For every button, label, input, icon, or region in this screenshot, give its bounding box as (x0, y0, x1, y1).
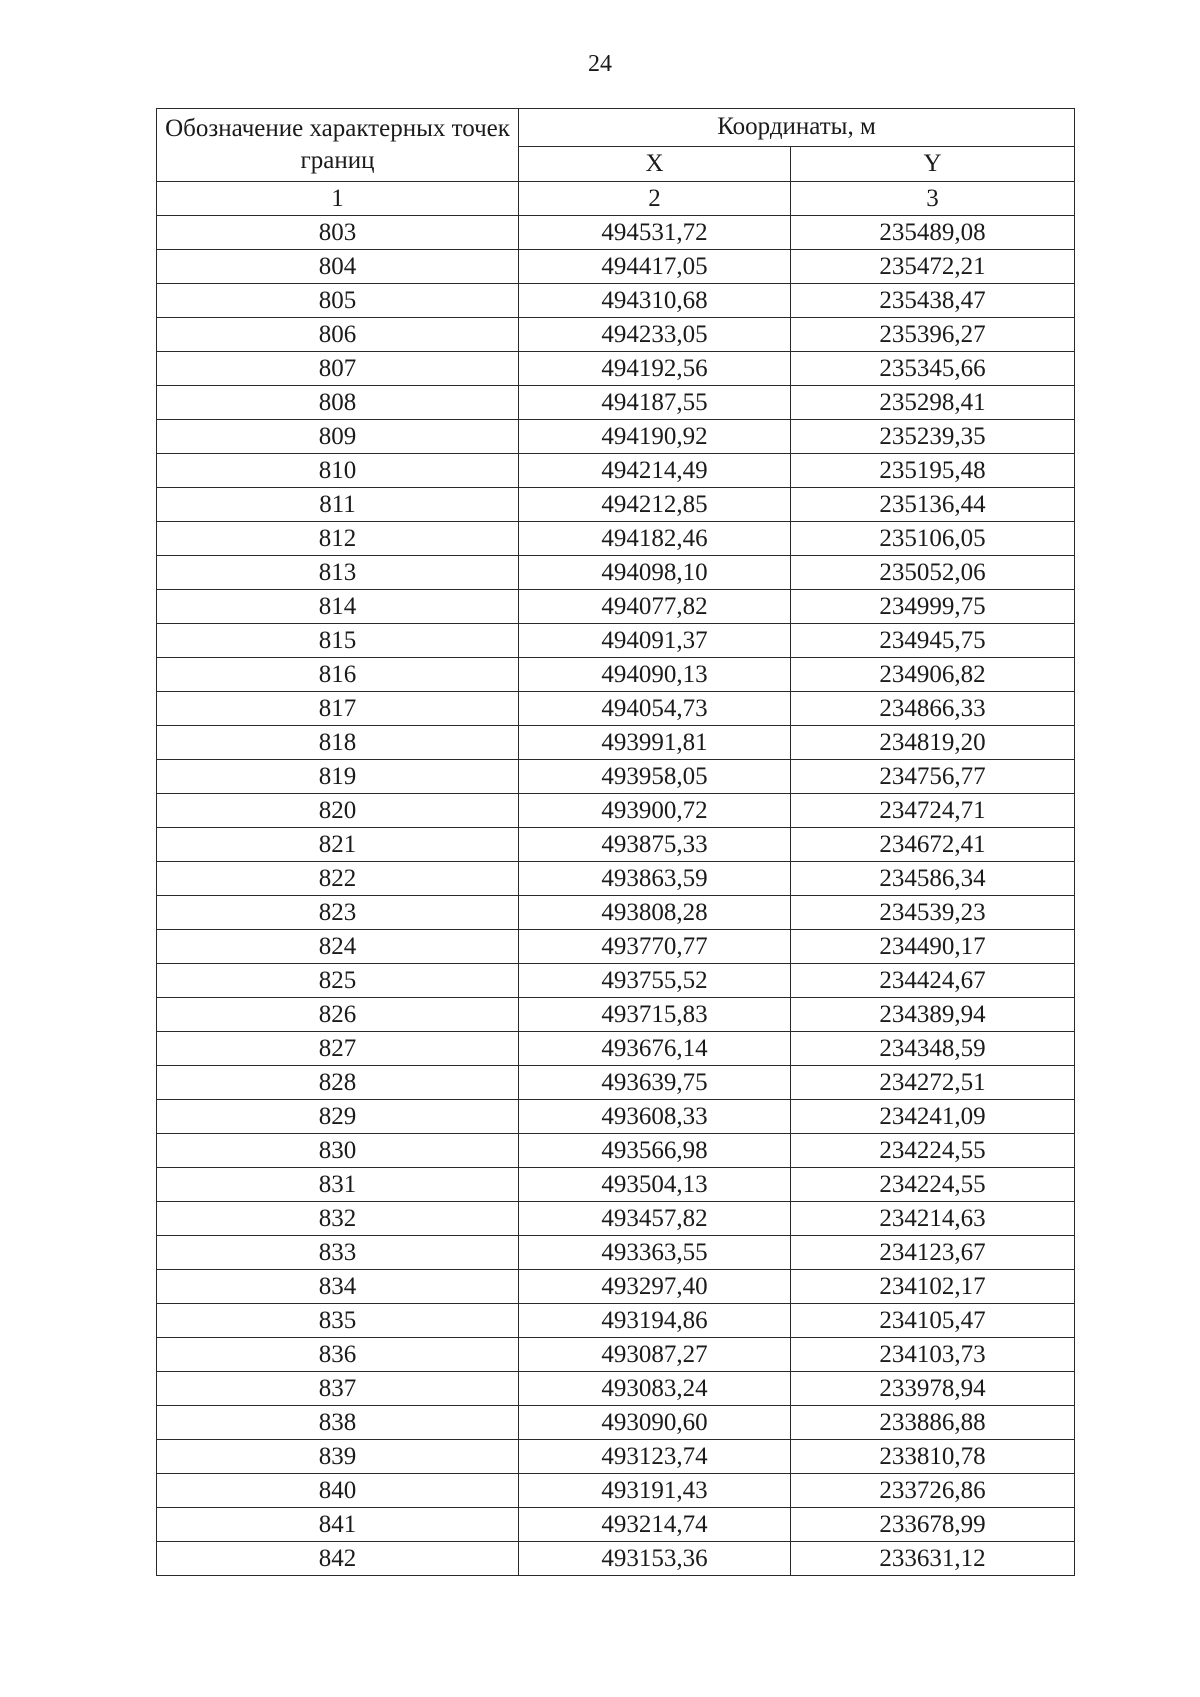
y-coordinate-cell: 234103,73 (791, 1338, 1075, 1372)
x-coordinate-cell: 493875,33 (519, 828, 791, 862)
point-cell: 841 (157, 1508, 519, 1542)
x-coordinate-cell: 494098,10 (519, 556, 791, 590)
point-cell: 834 (157, 1270, 519, 1304)
y-coordinate-cell: 235489,08 (791, 216, 1075, 250)
x-coordinate-cell: 494531,72 (519, 216, 791, 250)
table-row (157, 1202, 1075, 1236)
point-cell: 827 (157, 1032, 519, 1066)
table-row (157, 828, 1075, 862)
y-coordinate-cell: 233810,78 (791, 1440, 1075, 1474)
y-coordinate-cell: 234756,77 (791, 760, 1075, 794)
point-cell: 820 (157, 794, 519, 828)
table-row (157, 1236, 1075, 1270)
x-coordinate-cell: 493297,40 (519, 1270, 791, 1304)
header-coordinates: Координаты, м (519, 109, 1075, 147)
y-coordinate-cell: 233726,86 (791, 1474, 1075, 1508)
table-row (157, 930, 1075, 964)
point-cell: 838 (157, 1406, 519, 1440)
table-row (157, 556, 1075, 590)
point-cell: 826 (157, 998, 519, 1032)
header-y: Y (791, 146, 1075, 182)
x-coordinate-cell: 493194,86 (519, 1304, 791, 1338)
point-cell: 813 (157, 556, 519, 590)
table-row (157, 1304, 1075, 1338)
point-cell: 835 (157, 1304, 519, 1338)
table-row (157, 318, 1075, 352)
x-coordinate-cell: 494233,05 (519, 318, 791, 352)
column-number: 2 (519, 182, 791, 216)
x-coordinate-cell: 494190,92 (519, 420, 791, 454)
x-coordinate-cell: 493900,72 (519, 794, 791, 828)
point-cell: 819 (157, 760, 519, 794)
table-row (157, 998, 1075, 1032)
coordinates-table-container (156, 108, 1074, 1576)
y-coordinate-cell: 234906,82 (791, 658, 1075, 692)
y-coordinate-cell: 234272,51 (791, 1066, 1075, 1100)
table-row (157, 488, 1075, 522)
table-row (157, 1168, 1075, 1202)
point-cell: 809 (157, 420, 519, 454)
point-cell: 815 (157, 624, 519, 658)
table-row (157, 624, 1075, 658)
point-cell: 817 (157, 692, 519, 726)
y-coordinate-cell: 235438,47 (791, 284, 1075, 318)
table-row (157, 420, 1075, 454)
y-coordinate-cell: 233886,88 (791, 1406, 1075, 1440)
table-row (157, 216, 1075, 250)
y-coordinate-cell: 235136,44 (791, 488, 1075, 522)
point-cell: 807 (157, 352, 519, 386)
table-row (157, 1508, 1075, 1542)
x-coordinate-cell: 493608,33 (519, 1100, 791, 1134)
table-row (157, 386, 1075, 420)
point-cell: 816 (157, 658, 519, 692)
point-cell: 831 (157, 1168, 519, 1202)
point-cell: 805 (157, 284, 519, 318)
y-coordinate-cell: 235298,41 (791, 386, 1075, 420)
point-cell: 818 (157, 726, 519, 760)
table-row (157, 896, 1075, 930)
table-row (157, 1066, 1075, 1100)
column-number: 3 (791, 182, 1075, 216)
point-cell: 829 (157, 1100, 519, 1134)
point-cell: 806 (157, 318, 519, 352)
point-cell: 840 (157, 1474, 519, 1508)
y-coordinate-cell: 233678,99 (791, 1508, 1075, 1542)
y-coordinate-cell: 235396,27 (791, 318, 1075, 352)
x-coordinate-cell: 493123,74 (519, 1440, 791, 1474)
table-row (157, 1032, 1075, 1066)
table-row (157, 1100, 1075, 1134)
table-row (157, 760, 1075, 794)
y-coordinate-cell: 234724,71 (791, 794, 1075, 828)
point-cell: 833 (157, 1236, 519, 1270)
table-row (157, 794, 1075, 828)
x-coordinate-cell: 493214,74 (519, 1508, 791, 1542)
table-row (157, 1542, 1075, 1576)
point-cell: 828 (157, 1066, 519, 1100)
x-coordinate-cell: 493755,52 (519, 964, 791, 998)
y-coordinate-cell: 234241,09 (791, 1100, 1075, 1134)
x-coordinate-cell: 493808,28 (519, 896, 791, 930)
x-coordinate-cell: 493083,24 (519, 1372, 791, 1406)
x-coordinate-cell: 493363,55 (519, 1236, 791, 1270)
x-coordinate-cell: 493863,59 (519, 862, 791, 896)
point-cell: 837 (157, 1372, 519, 1406)
table-row (157, 1440, 1075, 1474)
point-cell: 825 (157, 964, 519, 998)
x-coordinate-cell: 494212,85 (519, 488, 791, 522)
point-cell: 823 (157, 896, 519, 930)
table-body (157, 216, 1075, 1576)
x-coordinate-cell: 494187,55 (519, 386, 791, 420)
y-coordinate-cell: 235106,05 (791, 522, 1075, 556)
column-number: 1 (157, 182, 519, 216)
y-coordinate-cell: 233978,94 (791, 1372, 1075, 1406)
point-cell: 842 (157, 1542, 519, 1576)
y-coordinate-cell: 234224,55 (791, 1168, 1075, 1202)
y-coordinate-cell: 234224,55 (791, 1134, 1075, 1168)
point-cell: 822 (157, 862, 519, 896)
x-coordinate-cell: 493504,13 (519, 1168, 791, 1202)
x-coordinate-cell: 494182,46 (519, 522, 791, 556)
x-coordinate-cell: 493676,14 (519, 1032, 791, 1066)
page-number: 24 (588, 51, 612, 77)
table-row (157, 658, 1075, 692)
point-cell: 821 (157, 828, 519, 862)
x-coordinate-cell: 494310,68 (519, 284, 791, 318)
x-coordinate-cell: 493191,43 (519, 1474, 791, 1508)
table-row (157, 1270, 1075, 1304)
x-coordinate-cell: 493770,77 (519, 930, 791, 964)
x-coordinate-cell: 493715,83 (519, 998, 791, 1032)
table-row (157, 964, 1075, 998)
coordinates-table (156, 108, 1075, 1576)
table-row (157, 284, 1075, 318)
y-coordinate-cell: 234586,34 (791, 862, 1075, 896)
point-cell: 836 (157, 1338, 519, 1372)
table-row (157, 726, 1075, 760)
y-coordinate-cell: 234348,59 (791, 1032, 1075, 1066)
table-row (157, 1372, 1075, 1406)
x-coordinate-cell: 494417,05 (519, 250, 791, 284)
x-coordinate-cell: 494090,13 (519, 658, 791, 692)
y-coordinate-cell: 234105,47 (791, 1304, 1075, 1338)
table-header (157, 109, 1075, 216)
point-cell: 803 (157, 216, 519, 250)
y-coordinate-cell: 234424,67 (791, 964, 1075, 998)
y-coordinate-cell: 234866,33 (791, 692, 1075, 726)
x-coordinate-cell: 493639,75 (519, 1066, 791, 1100)
x-coordinate-cell: 494091,37 (519, 624, 791, 658)
y-coordinate-cell: 235345,66 (791, 352, 1075, 386)
point-cell: 830 (157, 1134, 519, 1168)
point-cell: 811 (157, 488, 519, 522)
header-designation: Обозначение характерных точек границ (157, 109, 519, 182)
point-cell: 812 (157, 522, 519, 556)
y-coordinate-cell: 234102,17 (791, 1270, 1075, 1304)
table-row (157, 1406, 1075, 1440)
header-x: X (519, 146, 791, 182)
point-cell: 839 (157, 1440, 519, 1474)
table-row (157, 250, 1075, 284)
table-row (157, 692, 1075, 726)
y-coordinate-cell: 234539,23 (791, 896, 1075, 930)
y-coordinate-cell: 235052,06 (791, 556, 1075, 590)
x-coordinate-cell: 493566,98 (519, 1134, 791, 1168)
y-coordinate-cell: 235195,48 (791, 454, 1075, 488)
y-coordinate-cell: 234999,75 (791, 590, 1075, 624)
x-coordinate-cell: 494214,49 (519, 454, 791, 488)
y-coordinate-cell: 234819,20 (791, 726, 1075, 760)
table-row (157, 862, 1075, 896)
y-coordinate-cell: 234672,41 (791, 828, 1075, 862)
y-coordinate-cell: 234123,67 (791, 1236, 1075, 1270)
point-cell: 832 (157, 1202, 519, 1236)
x-coordinate-cell: 494077,82 (519, 590, 791, 624)
column-numbers-row (157, 182, 1075, 216)
table-row (157, 352, 1075, 386)
table-row (157, 1474, 1075, 1508)
x-coordinate-cell: 494054,73 (519, 692, 791, 726)
y-coordinate-cell: 234214,63 (791, 1202, 1075, 1236)
point-cell: 804 (157, 250, 519, 284)
point-cell: 810 (157, 454, 519, 488)
table-row (157, 454, 1075, 488)
point-cell: 808 (157, 386, 519, 420)
x-coordinate-cell: 493457,82 (519, 1202, 791, 1236)
y-coordinate-cell: 235472,21 (791, 250, 1075, 284)
point-cell: 824 (157, 930, 519, 964)
x-coordinate-cell: 493958,05 (519, 760, 791, 794)
y-coordinate-cell: 234945,75 (791, 624, 1075, 658)
table-row (157, 522, 1075, 556)
table-row (157, 590, 1075, 624)
x-coordinate-cell: 493991,81 (519, 726, 791, 760)
x-coordinate-cell: 494192,56 (519, 352, 791, 386)
table-row (157, 1134, 1075, 1168)
x-coordinate-cell: 493087,27 (519, 1338, 791, 1372)
point-cell: 814 (157, 590, 519, 624)
x-coordinate-cell: 493090,60 (519, 1406, 791, 1440)
x-coordinate-cell: 493153,36 (519, 1542, 791, 1576)
y-coordinate-cell: 234490,17 (791, 930, 1075, 964)
y-coordinate-cell: 235239,35 (791, 420, 1075, 454)
y-coordinate-cell: 234389,94 (791, 998, 1075, 1032)
y-coordinate-cell: 233631,12 (791, 1542, 1075, 1576)
table-row (157, 1338, 1075, 1372)
